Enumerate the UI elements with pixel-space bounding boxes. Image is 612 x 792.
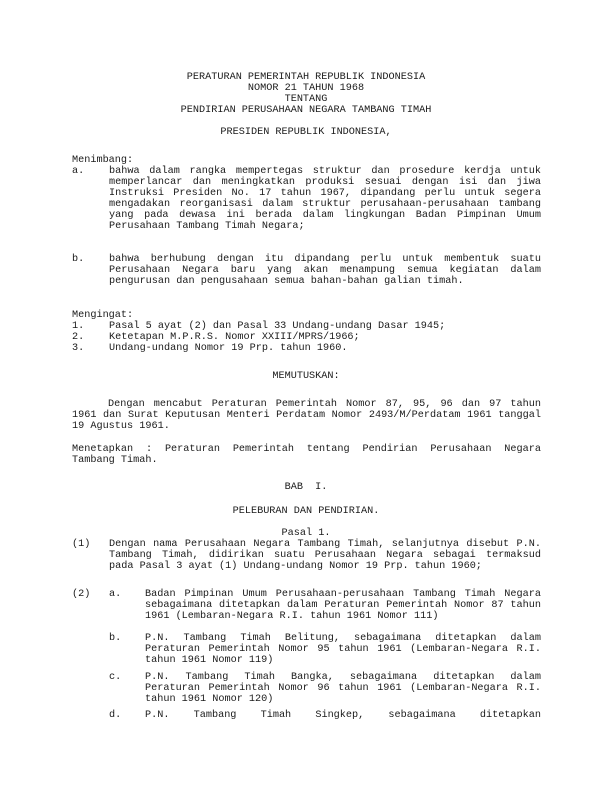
mengingat-item-1-marker: 1.: [72, 321, 85, 332]
ayat-2-item-b-marker: b.: [109, 633, 122, 644]
ayat-2-item-d-marker: d.: [109, 710, 122, 721]
pasal-1-ayat-1-marker: (1): [72, 539, 91, 550]
menimbang-item-a-marker: a.: [72, 166, 85, 177]
regulation-subject: PENDIRIAN PERUSAHAAN NEGARA TAMBANG TIMAH: [180, 105, 432, 116]
pasal-1-ayat-1-text: Dengan nama Perusahaan Negara Tambang Timah, selanjutnya disebut P.N. Tambang Timah, didirikan suatu Perusahaan Negara sebagai termaksud pada Pasal 3 ayat (1) Undang-undang Nomor 19 Prp. tahun 1960;: [109, 539, 541, 572]
ayat-2-item-a-text: Badan Pimpinan Umum Perusahaan-perusahaan Tambang Timah Negara sebagaimana ditetapkan dalam Peraturan Pemerintah Nomor 87 tahun 1961 (Lembaran-Negara R.I. tahun 1961 Nomor 111): [145, 589, 541, 622]
regulation-number: NOMOR 21 TAHUN 1968: [247, 83, 365, 94]
memutuskan-heading: MEMUTUSKAN:: [272, 371, 340, 382]
ayat-2-item-a-marker: a.: [109, 589, 122, 600]
pasal-1-title: Pasal 1.: [281, 528, 331, 539]
menimbang-item-a-text: bahwa dalam rangka mempertegas struktur dan prosedure kerdja untuk memperlancar dan meningkatkan produksi sesuai dengan isi dan jiwa Instruksi Presiden No. 17 tahun 1967, dipandang perlu untuk segera mengadakan reorganisasi dalam struktur perusahaan-perusahaan tambang yang pada dewasa ini berada dalam lingkungan Badan Pimpinan Umum Perusahaan Tambang Timah Negara;: [109, 166, 541, 232]
menimbang-item-b-text: bahwa berhubung dengan itu dipandang perlu untuk membentuk suatu Perusahaan Negara baru yang akan menampung semua kegiatan dalam pengurusan dan pengusahaan semua bahan-bahan galian timah.: [109, 254, 541, 287]
ayat-2-item-c-marker: c.: [109, 672, 122, 683]
menimbang-item-b-marker: b.: [72, 254, 85, 265]
bab-title: BAB I.: [284, 482, 328, 493]
ayat-2-item-c-text: P.N. Tambang Timah Bangka, sebagaimana ditetapkan dalam Peraturan Pemerintah Nomor 96 tahun 1961 (Lembaran-Negara R.I. tahun 1961 Nomor 120): [145, 672, 541, 705]
mengingat-item-3-marker: 3.: [72, 343, 85, 354]
pasal-1-ayat-2-marker: (2): [72, 589, 91, 600]
ayat-2-item-d-text: P.N. Tambang Timah Singkep, sebagaimana ditetapkan: [145, 710, 541, 721]
mengingat-item-2-text: Ketetapan M.P.R.S. Nomor XXIII/MPRS/1966;: [109, 332, 360, 343]
menetapkan-text: Menetapkan : Peraturan Pemerintah tentang Pendirian Perusahaan Negara Tambang Timah.: [72, 444, 541, 466]
memutuskan-text: Dengan mencabut Peraturan Pemerintah Nomor 87, 95, 96 dan 97 tahun 1961 dan Surat Keputusan Menteri Perdatam Nomor 2493/M/Perdatam 1961 tanggal 19 Agustus 1961.: [72, 399, 541, 432]
mengingat-label: Mengingat:: [72, 310, 134, 321]
president-heading: PRESIDEN REPUBLIK INDONESIA,: [220, 127, 392, 138]
regulation-about-label: TENTANG: [284, 94, 328, 105]
regulation-title: PERATURAN PEMERINTAH REPUBLIK INDONESIA: [186, 72, 426, 83]
mengingat-item-3-text: Undang-undang Nomor 19 Prp. tahun 1960.: [109, 343, 348, 354]
bab-subtitle: PELEBURAN DAN PENDIRIAN.: [232, 506, 380, 517]
menimbang-label: Menimbang:: [72, 155, 134, 166]
mengingat-item-1-text: Pasal 5 ayat (2) dan Pasal 33 Undang-undang Dasar 1945;: [109, 321, 446, 332]
mengingat-item-2-marker: 2.: [72, 332, 85, 343]
ayat-2-item-b-text: P.N. Tambang Timah Belitung, sebagaimana ditetapkan dalam Peraturan Pemerintah Nomor 95 tahun 1961 (Lembaran-Negara R.I. tahun 1961 Nomor 119): [145, 633, 541, 666]
